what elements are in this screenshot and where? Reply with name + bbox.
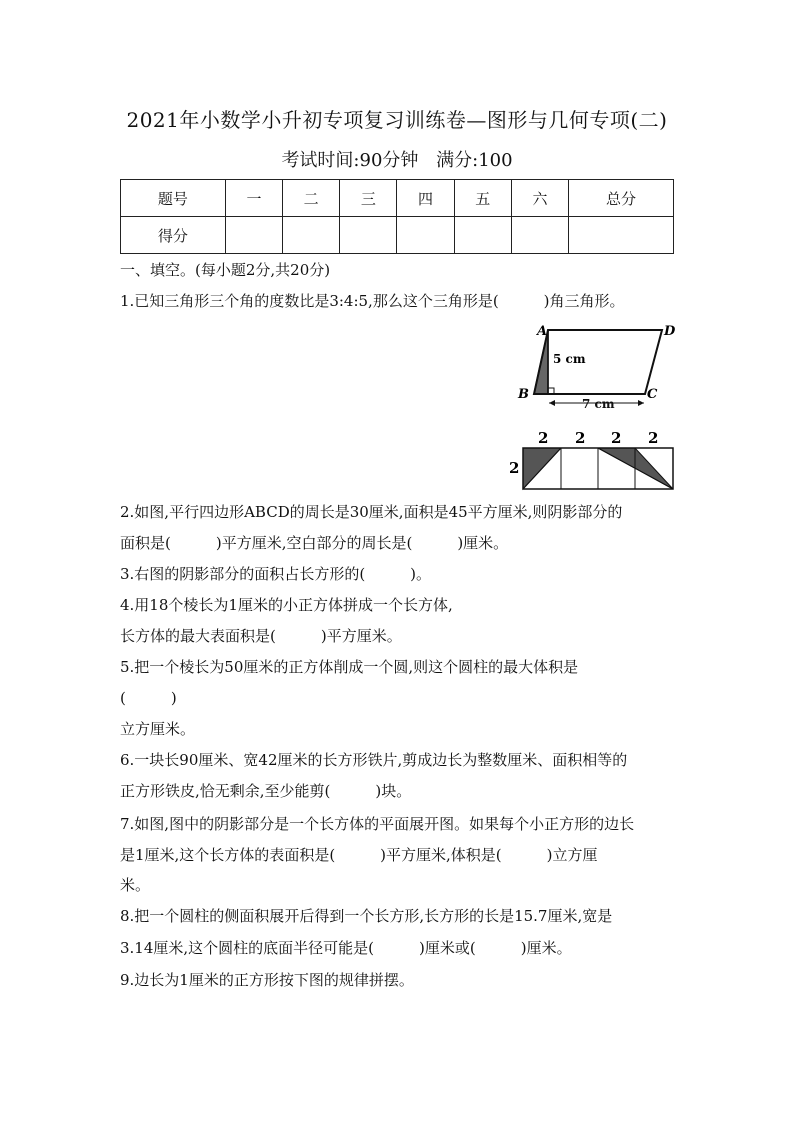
score-label-cell: 得分 <box>121 217 226 254</box>
question-6-line-2: 正方形铁皮,恰无剩余,至少能剪( )块。 <box>120 782 412 800</box>
question-5-line-3: 立方厘米。 <box>120 720 196 738</box>
squares-figure <box>505 425 680 493</box>
header-cell: 四 <box>397 180 454 217</box>
question-5-line-2: ( ) <box>120 689 177 707</box>
exam-info <box>0 146 794 172</box>
header-cell: 三 <box>340 180 397 217</box>
base-label: 7 cm <box>582 397 615 411</box>
label-a: A <box>537 324 548 339</box>
exam-time: 考试时间:90分钟 <box>281 150 419 171</box>
score-cell[interactable] <box>340 217 397 254</box>
question-1: 1.已知三角形三个角的度数比是3:4:5,那么这个三角形是( )角三角形。 <box>120 292 625 310</box>
score-cell[interactable] <box>283 217 340 254</box>
header-cell: 五 <box>454 180 511 217</box>
top-label: 2 <box>611 429 622 447</box>
question-7-line-2: 是1厘米,这个长方体的表面积是( )平方厘米,体积是( )立方厘 <box>120 846 598 864</box>
section-heading: 一、填空。(每小题2分,共20分) <box>120 261 331 279</box>
header-cell: 总分 <box>569 180 674 217</box>
parallelogram-figure <box>505 318 685 418</box>
score-table-header-row <box>121 180 674 217</box>
top-label: 2 <box>575 429 586 447</box>
question-6-line-1: 6.一块长90厘米、宽42厘米的长方形铁片,剪成边长为整数厘米、面积相等的 <box>120 751 628 769</box>
score-table-score-row <box>121 217 674 254</box>
page-title: 2021年小数学小升初专项复习训练卷—图形与几何专项(二) <box>126 108 668 132</box>
question-2-line-2: 面积是( )平方厘米,空白部分的周长是( )厘米。 <box>120 534 509 552</box>
full-score: 满分:100 <box>436 150 513 171</box>
label-d: D <box>664 324 676 339</box>
score-cell[interactable] <box>569 217 674 254</box>
question-7-line-3: 米。 <box>120 876 151 894</box>
score-table <box>120 179 674 254</box>
dimension-arrow-right <box>638 400 644 406</box>
header-cell: 六 <box>511 180 568 217</box>
side-label: 2 <box>509 459 520 477</box>
height-label: 5 cm <box>553 352 586 366</box>
score-cell[interactable] <box>454 217 511 254</box>
question-4-line-2: 长方体的最大表面积是( )平方厘米。 <box>120 627 402 645</box>
question-5-line-1: 5.把一个棱长为50厘米的正方体削成一个圆,则这个圆柱的最大体积是 <box>120 658 579 676</box>
question-8-line-2: 3.14厘米,这个圆柱的底面半径可能是( )厘米或( )厘米。 <box>120 939 572 957</box>
question-4-line-1: 4.用18个棱长为1厘米的小正方体拼成一个长方体, <box>120 596 453 614</box>
label-c: C <box>647 387 658 402</box>
question-7-line-1: 7.如图,图中的阴影部分是一个长方体的平面展开图。如果每个小正方形的边长 <box>120 815 635 833</box>
score-cell[interactable] <box>511 217 568 254</box>
question-2-line-1: 2.如图,平行四边形ABCD的周长是30厘米,面积是45平方厘米,则阴影部分的 <box>120 503 623 521</box>
header-cell: 二 <box>283 180 340 217</box>
top-label: 2 <box>538 429 549 447</box>
score-cell[interactable] <box>397 217 454 254</box>
question-9: 9.边长为1厘米的正方形按下图的规律拼摆。 <box>120 971 414 989</box>
header-cell: 一 <box>225 180 282 217</box>
header-cell: 题号 <box>121 180 226 217</box>
question-8-line-1: 8.把一个圆柱的侧面积展开后得到一个长方形,长方形的长是15.7厘米,宽是 <box>120 907 613 925</box>
score-cell[interactable] <box>225 217 282 254</box>
label-b: B <box>518 387 529 402</box>
top-label: 2 <box>648 429 659 447</box>
question-3: 3.右图的阴影部分的面积占长方形的( )。 <box>120 565 432 583</box>
dimension-arrow-left <box>549 400 555 406</box>
